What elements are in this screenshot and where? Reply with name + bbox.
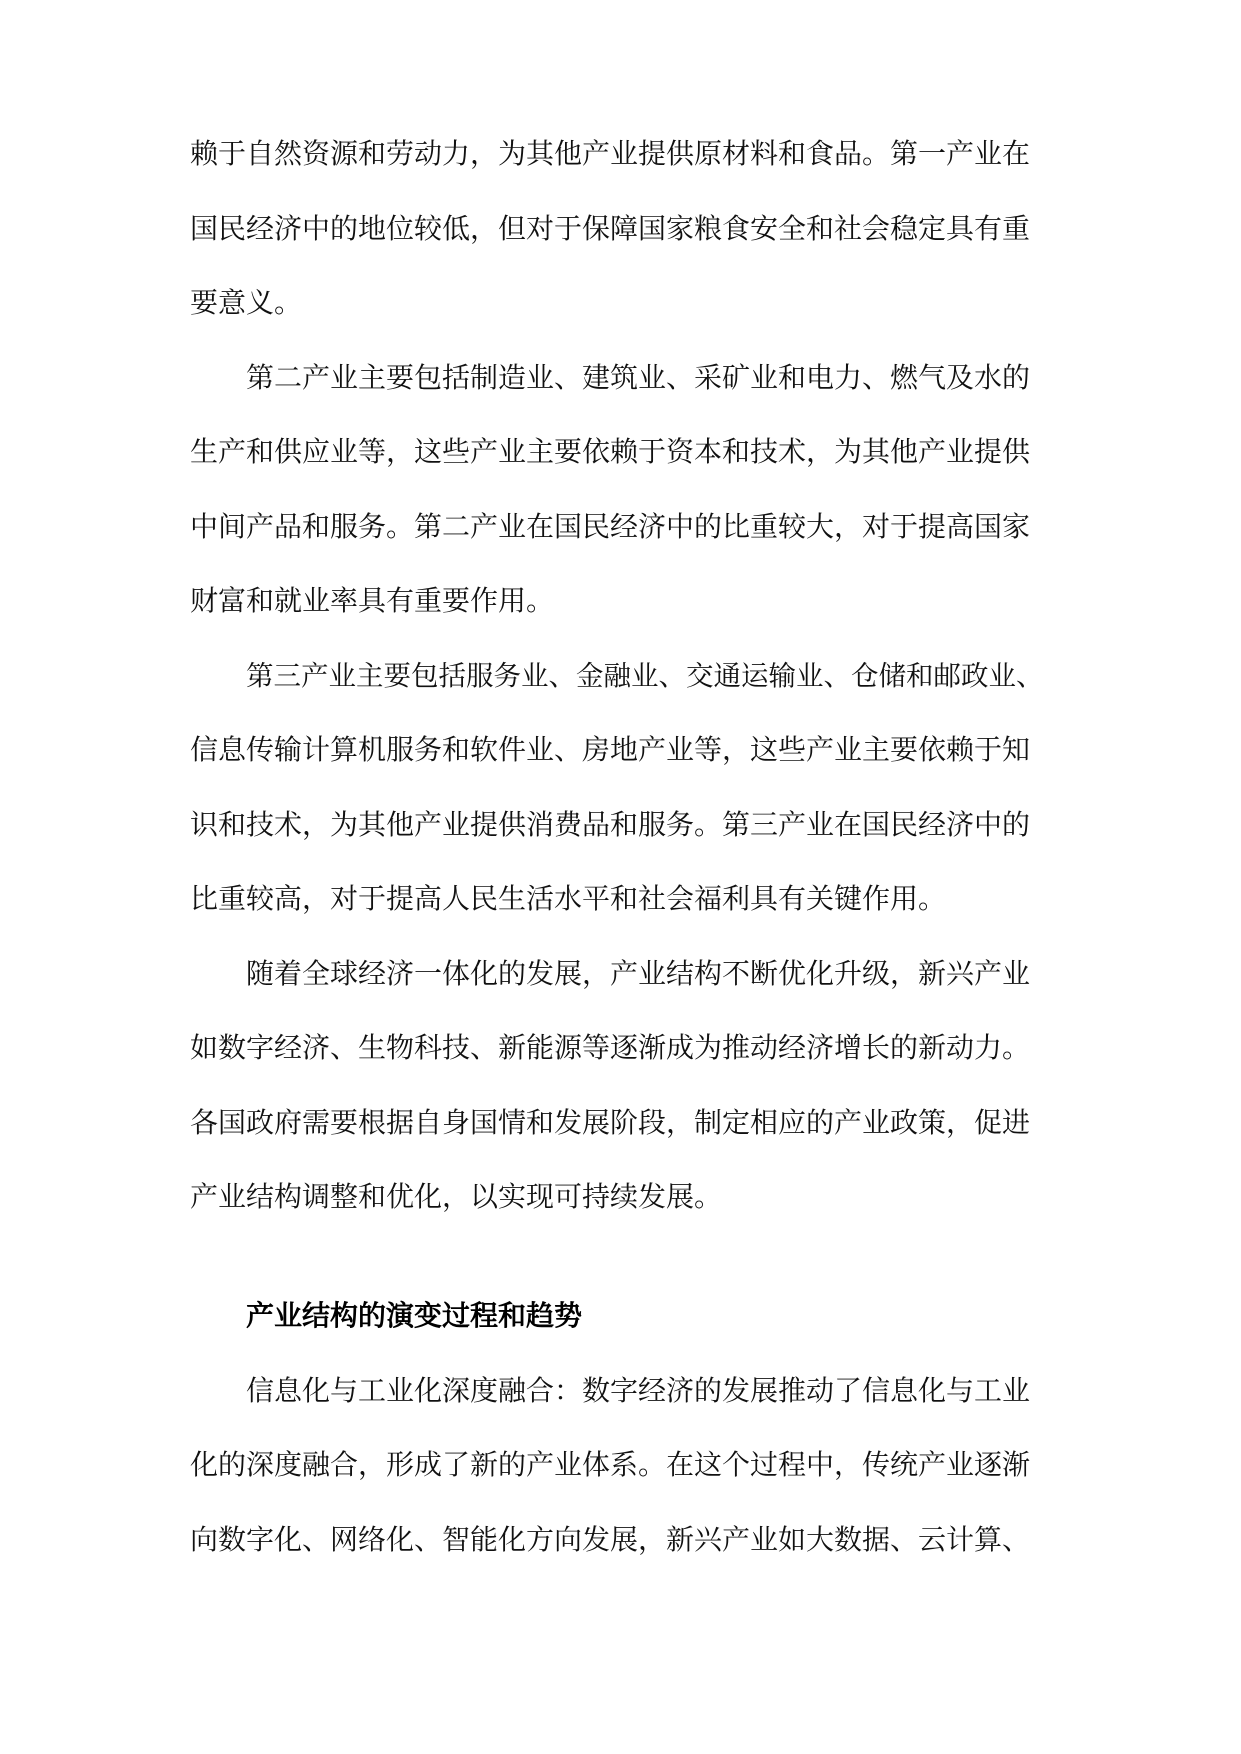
section-heading: 产业结构的演变过程和趋势 (246, 1299, 583, 1332)
paragraph-line: 赖于自然资源和劳动力，为其他产业提供原材料和食品。第一产业在 (190, 137, 1031, 170)
paragraph-line: 国民经济中的地位较低，但对于保障国家粮食安全和社会稳定具有重 (190, 212, 1031, 245)
paragraph-line: 比重较高，对于提高人民生活水平和社会福利具有关键作用。 (190, 882, 947, 915)
paragraph-line: 要意义。 (190, 286, 303, 319)
paragraph-line: 财富和就业率具有重要作用。 (190, 584, 555, 617)
paragraph-line: 信息化与工业化深度融合：数字经济的发展推动了信息化与工业 (246, 1374, 1031, 1407)
paragraph-line: 第二产业主要包括制造业、建筑业、采矿业和电力、燃气及水的 (246, 361, 1031, 394)
paragraph-line: 向数字化、网络化、智能化方向发展，新兴产业如大数据、云计算、 (190, 1523, 1031, 1556)
paragraph-line: 中间产品和服务。第二产业在国民经济中的比重较大，对于提高国家 (190, 510, 1031, 543)
paragraph-line: 化的深度融合，形成了新的产业体系。在这个过程中，传统产业逐渐 (190, 1448, 1031, 1481)
paragraph-line: 第三产业主要包括服务业、金融业、交通运输业、仓储和邮政业、 (246, 660, 1044, 692)
paragraph-line: 随着全球经济一体化的发展，产业结构不断优化升级，新兴产业 (246, 957, 1031, 990)
paragraph-line: 产业结构调整和优化，以实现可持续发展。 (190, 1180, 723, 1213)
paragraph-line: 如数字经济、生物科技、新能源等逐渐成为推动经济增长的新动力。 (190, 1031, 1031, 1064)
paragraph-line: 识和技术，为其他产业提供消费品和服务。第三产业在国民经济中的 (190, 808, 1031, 841)
paragraph-line: 生产和供应业等，这些产业主要依赖于资本和技术，为其他产业提供 (190, 435, 1031, 468)
paragraph-line: 信息传输计算机服务和软件业、房地产业等，这些产业主要依赖于知 (190, 733, 1031, 766)
paragraph-line: 各国政府需要根据自身国情和发展阶段，制定相应的产业政策，促进 (190, 1106, 1031, 1139)
